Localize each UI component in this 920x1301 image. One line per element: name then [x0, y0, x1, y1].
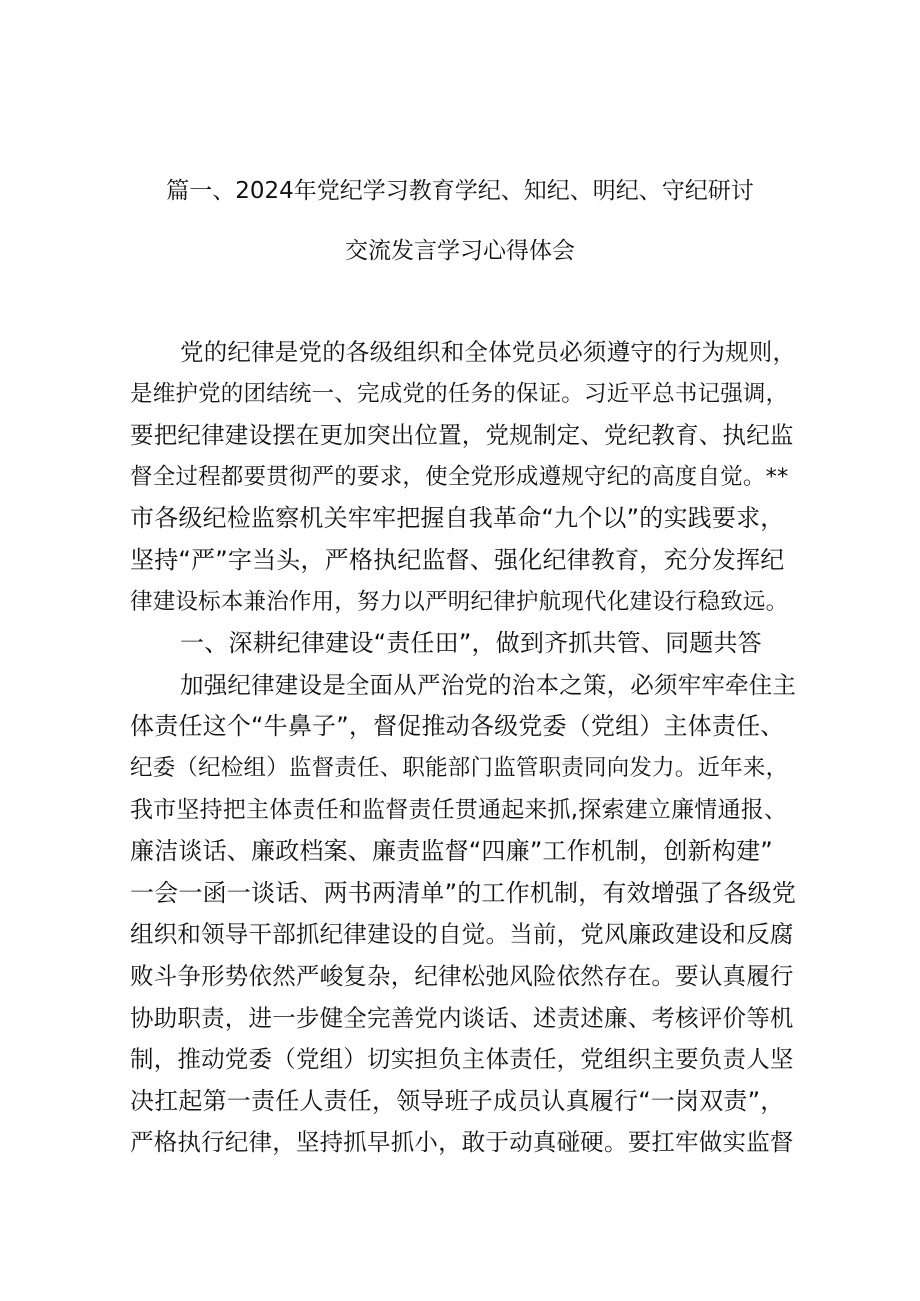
paragraph-1-line: 要把纪律建设摆在更加突出位置，党规制定、党纪教育、执纪监	[130, 421, 794, 450]
paragraph-1-line: 坚持“严”字当头，严格执纪监督、强化纪律教育，充分发挥纪	[130, 545, 785, 574]
paragraph-2-line: 一会一函一谈话、两书两清单”的工作机制，有效增强了各级党	[130, 878, 797, 907]
document-body	[130, 332, 798, 1164]
paragraph-1-line: 督全过程都要贯彻严的要求，使全党形成遵规守纪的高度自觉。**	[130, 463, 789, 490]
document-title-line-2: 交流发言学习心得体会	[345, 238, 575, 264]
paragraph-2-line: 加强纪律建设是全面从严治党的治本之策，必须牢牢牵住主	[180, 670, 797, 699]
document-title-line-1: 篇一、2024年党纪学习教育学纪、知纪、明纪、守纪研讨	[166, 178, 754, 204]
paragraph-2-line: 严格执行纪律，坚持抓早抓小，敢于动真碰硬。要扛牢做实监督	[130, 1128, 794, 1157]
paragraph-1-line: 党的纪律是党的各级组织和全体党员必须遵守的行为规则，	[180, 338, 797, 366]
paragraph-2-line: 协助职责，进一步健全完善党内谈话、述责述廉、考核评价等机	[130, 1003, 794, 1032]
paragraph-2-line: 决扛起第一责任人责任，领导班子成员认真履行“一岗双责”，	[130, 1086, 785, 1115]
paragraph-2-line: 我市坚持把主体责任和监督责任贯通起来抓,探索建立廉情通报、	[130, 796, 788, 823]
paragraph-2-line: 纪委（纪检组）监督责任、职能部门监管职责同向发力。近年来，	[130, 754, 789, 781]
paragraph-1-line: 市各级纪检监察机关牢牢把握自我革命“九个以”的实践要求，	[130, 504, 785, 533]
section-heading: 一、深耕纪律建设“责任田”，做到齐抓共管、同题共答	[180, 629, 762, 658]
paragraph-2-line: 组织和领导干部抓纪律建设的自觉。当前，党风廉政建设和反腐	[130, 920, 794, 949]
paragraph-2-line: 败斗争形势依然严峻复杂，纪律松弛风险依然存在。要认真履行	[130, 961, 794, 990]
paragraph-2-line: 体责任这个“牛鼻子”，督促推动各级党委（党组）主体责任、	[130, 712, 785, 741]
paragraph-1-line: 律建设标本兼治作用，努力以严明纪律护航现代化建设行稳致远。	[130, 588, 789, 615]
paragraph-2-line: 廉洁谈话、廉政档案、廉责监督“四廉”工作机制，创新构建”	[130, 837, 773, 866]
paragraph-1-line: 是维护党的团结统一、完成党的任务的保证。习近平总书记强调，	[130, 380, 789, 407]
paragraph-2-line: 制，推动党委（党组）切实担负主体责任，党组织主要负责人坚	[130, 1045, 794, 1074]
